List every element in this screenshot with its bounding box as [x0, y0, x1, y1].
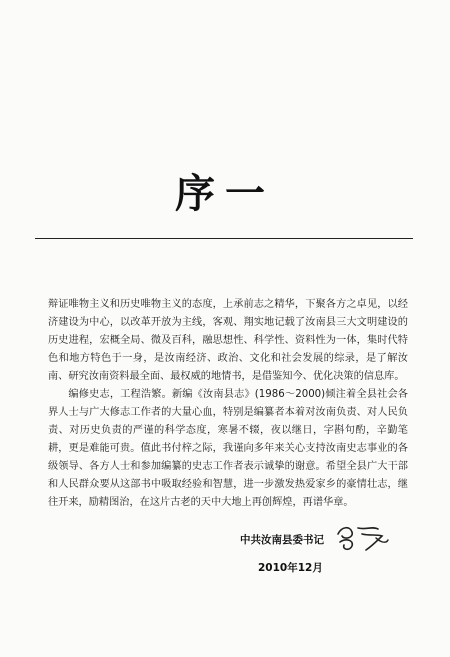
signatory-title: 中共汝南县委书记	[240, 534, 324, 546]
preface-title: 序一	[175, 170, 275, 217]
paragraph-2: 编修史志，工程浩繁。新编《汝南县志》(1986～2000)倾注着全县社会各界人士与广大修志工作者的大量心血，特别是编纂者本着对汝南负责、对人民负责、对历史负责的严谨的科学态度，寒暑不辍，夜以继日，字斟句酌，辛勤笔耕，更是难能可贵。值此书付梓之际，我谨向多年来关心支持汝南史志事业的各级领导、各方人士和参加编纂的史志工作者表示诚挚的谢意。希望全县广大干部和人民群众要从这部书中吸取经验和智慧，进一步激发热爱家乡的豪情壮志，继往开来，励精图治，在这片古老的天中大地上再创辉煌，再谱华章。	[48, 389, 408, 508]
signature-block	[240, 520, 420, 560]
paragraph-1: 辩证唯物主义和历史唯物主义的态度，上承前志之精华，下聚各方之卓见，以经济建设为中心，以改革开放为主线，客观、翔实地记载了汝南县三大文明建设的历史进程，宏概全局、微及百科，融思想性、科学性、资料性为一体，集时代特色和地方特色于一身，是汝南经济、政治、文化和社会发展的综录，是了解汝南、研究汝南资料最全面、最权威的地情书，是借鉴知今、优化决策的信息库。	[48, 299, 408, 382]
handwritten-signature-icon	[332, 520, 392, 554]
signing-date: 2010年12月	[258, 562, 323, 574]
preface-body	[48, 296, 408, 512]
title-divider	[35, 238, 413, 239]
